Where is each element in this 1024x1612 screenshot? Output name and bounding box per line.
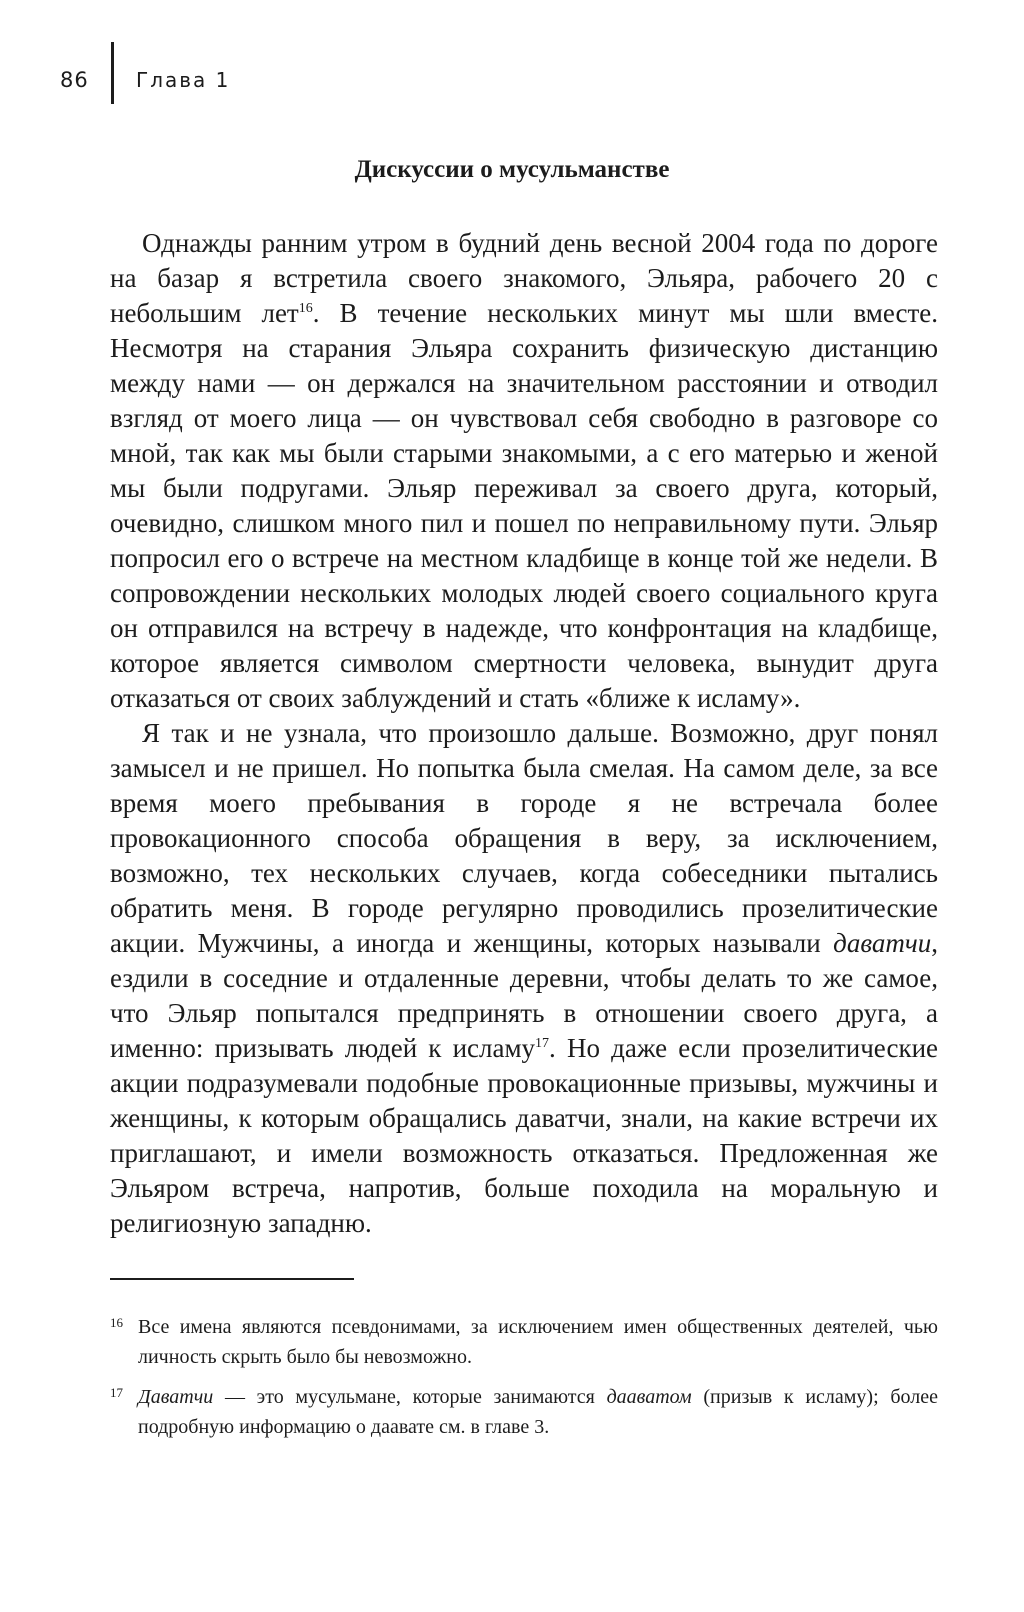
paragraph-2 [110,716,938,1241]
footnote-ref-17[interactable]: 17 [535,1036,550,1051]
section-title: Дискуссии о мусульманстве [354,156,670,183]
paragraph-1 [110,226,938,716]
footnote-text-b: (призыв к исламу); более подробную информацию о даавате см. в главе 3. [138,1386,938,1438]
footnote-number: 16 [110,1315,123,1330]
body-text [110,226,938,1241]
paragraph-2-text-a: Я так и не узнала, что произошло дальше. Возможно, друг понял замысел и не пришел. Но попытка была смелая. На самом деле, за все время моего пребывания в городе я не встречала более провокационного способа обращения в веру, за исключением, возможно, тех нескольких случаев, когда собеседники пытались обратить меня. В городе регулярно проводились прозелитические акции. Мужчины, а иногда и женщины, которых называли [110,718,938,958]
paragraph-1-text-a: Однажды ранним утром в будний день весной 2004 года по дороге на базар я встретила своего знакомого, Эльяра, рабочего 20 с небольшим лет [110,228,938,328]
footnote-text-a: — это мусульмане, которые занимаются [213,1386,607,1408]
paragraph-2-text-c: . Но даже если прозелитические акции подразумевали подобные провокационные призывы, мужчины и женщины, к которым обращались даватчи, знали, на какие встречи их приглашают, и имели возможность отказаться. Предложенная же Эльяром встреча, напротив, больше походила на моральную и религиозную западню. [110,1033,938,1238]
footnote-text: Все имена являются псевдонимами, за исключением имен общественных деятелей, чью личность скрыть было бы невозможно. [138,1316,938,1368]
footnote-term: Даватчи [138,1386,214,1408]
paragraph-2-text-b: , ездили в соседние и отдаленные деревни, чтобы делать то же самое, что Эльяр попытался предпринять в отношении своего друга, а именно: призывать людей к исламу [110,928,938,1063]
page-number: 86 [60,68,89,92]
footnote-text [138,1382,938,1442]
chapter-label: Глава 1 [136,68,231,92]
header-divider [111,42,114,104]
term-davatchi: даватчи [833,928,932,958]
footnote-17 [110,1382,938,1442]
footnote-term-2: дааватом [606,1386,692,1408]
footnotes [110,1312,938,1452]
footnote-number: 17 [110,1385,123,1400]
footnote-ref-16[interactable]: 16 [298,301,313,316]
paragraph-1-text-b: . В течение нескольких минут мы шли вместе. Несмотря на старания Эльяра сохранить физическую дистанцию между нами — он держался на значительном расстоянии и отводил взгляд от моего лица — он чувствовал себя свободно в разговоре со мной, так как мы были старыми знакомыми, а с его матерью и женой мы были подругами. Эльяр переживал за своего друга, который, очевидно, слишком много пил и пошел по неправильному пути. Эльяр попросил его о встрече на местном кладбище в конце той же недели. В сопровождении нескольких молодых людей своего социального круга он отправился на встречу в надежде, что конфронтация на кладбище, которое является символом смертности человека, вынудит друга отказаться от своих заблуждений и стать «ближе к исламу». [110,298,938,713]
footnote-divider [110,1278,354,1280]
footnote-16 [110,1312,938,1372]
